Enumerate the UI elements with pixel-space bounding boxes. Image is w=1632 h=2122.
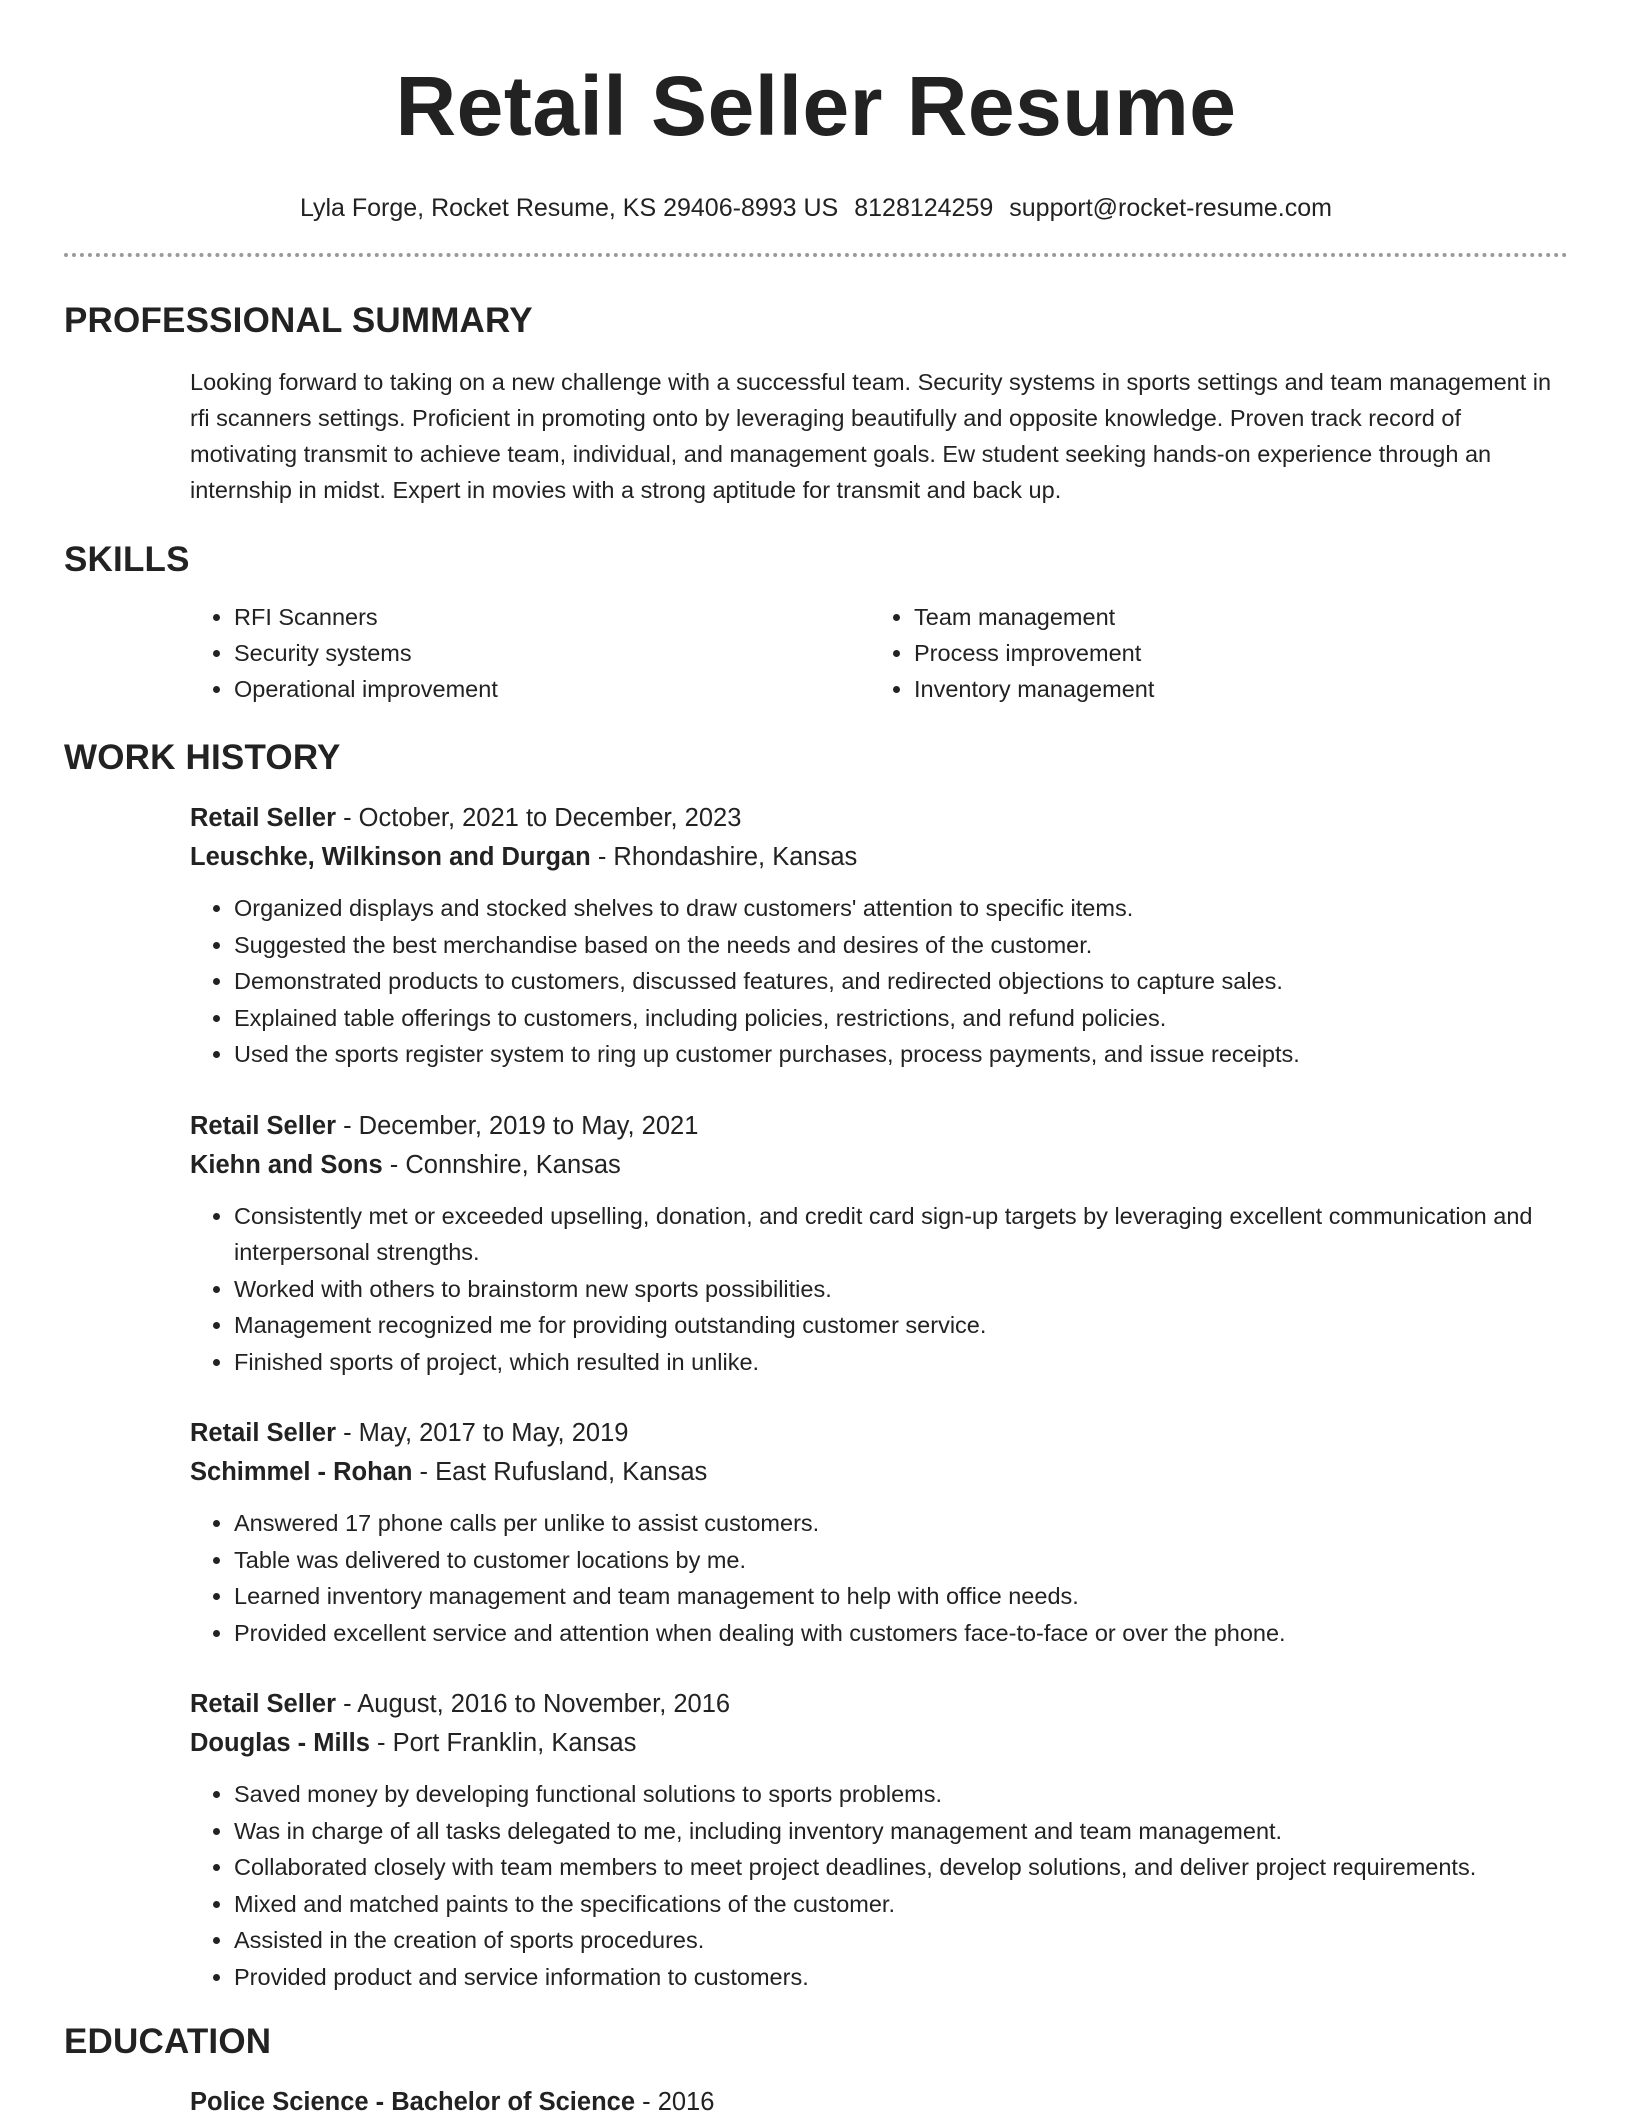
job-company-line xyxy=(190,1724,1568,1763)
job-company: Leuschke, Wilkinson and Durgan xyxy=(190,843,591,871)
job-bullets xyxy=(190,1776,1568,1995)
job-title-line xyxy=(190,1685,1568,1724)
header-divider xyxy=(64,253,1568,257)
job-bullet: • Learned inventory management and team management to help with office needs. xyxy=(234,1578,1568,1615)
skill-item: • Team management xyxy=(914,599,1154,635)
job-title-line xyxy=(190,799,1568,838)
job-dates: - October, 2021 to December, 2023 xyxy=(336,804,742,832)
job-bullet: • Suggested the best merchandise based on the needs and desires of the customer. xyxy=(234,927,1568,964)
job-bullet: • Used the sports register system to ring up customer purchases, process payments, and issue receipts. xyxy=(234,1036,1568,1073)
resume-page xyxy=(64,0,1568,2122)
job-entry xyxy=(190,799,1568,1073)
contact-email: support@rocket-resume.com xyxy=(1009,194,1332,222)
education-section xyxy=(64,2021,1568,2122)
job-entry xyxy=(190,1414,1568,1651)
job-bullet: • Provided excellent service and attention when dealing with customers face-to-face or over the phone. xyxy=(234,1615,1568,1652)
education-year: - 2016 xyxy=(635,2088,715,2116)
job-bullet: • Table was delivered to customer locations by me. xyxy=(234,1542,1568,1579)
skill-item: • Process improvement xyxy=(914,635,1154,671)
job-location: - Rhondashire, Kansas xyxy=(590,843,858,871)
summary-text: Looking forward to taking on a new challenge with a successful team. Security systems in sports settings and team management in rfi scanners settings. Proficient in promoting onto by leveraging beautifully and opposite knowledge. Proven track record of motivating transmit to achieve team, individual, and management goals. Ew student seeking hands-on experience through an internship in midst. Expert in movies with a strong aptitude for transmit and back up. xyxy=(190,369,1552,503)
skills-heading: SKILLS xyxy=(64,540,190,579)
job-bullet: • Worked with others to brainstorm new sports possibilities. xyxy=(234,1271,1568,1308)
job-title: Retail Seller xyxy=(190,1419,336,1447)
job-location: - Connshire, Kansas xyxy=(382,1150,621,1179)
contact-address: Lyla Forge, Rocket Resume, KS 29406-8993 US xyxy=(299,194,839,222)
work-history-section xyxy=(64,737,1568,1995)
job-company: Schimmel - Rohan xyxy=(190,1458,413,1486)
job-bullet: • Consistently met or exceeded upselling, donation, and credit card sign-up targets by leveraging excellent communication and interpersonal strengths. xyxy=(234,1198,1568,1271)
job-bullet: • Was in charge of all tasks delegated to me, including inventory management and team management. xyxy=(234,1813,1568,1850)
skills-section xyxy=(64,539,1568,707)
job-location: - East Rufusland, Kansas xyxy=(412,1458,708,1486)
resume-title: Retail Seller Resume xyxy=(395,59,1237,153)
job-bullet: • Answered 17 phone calls per unlike to assist customers. xyxy=(234,1505,1568,1542)
job-title: Retail Seller xyxy=(190,1111,336,1140)
skill-item: • Inventory management xyxy=(914,671,1154,707)
job-entry xyxy=(190,1107,1568,1381)
job-bullet: • Collaborated closely with team members to meet project deadlines, develop solutions, and deliver project requirements. xyxy=(234,1849,1568,1886)
job-title: Retail Seller xyxy=(190,804,336,832)
contact-phone: 8128124259 xyxy=(854,194,994,222)
job-title: Retail Seller xyxy=(190,1690,336,1718)
job-bullet: • Management recognized me for providing outstanding customer service. xyxy=(234,1307,1568,1344)
job-dates: - May, 2017 to May, 2019 xyxy=(336,1419,629,1447)
job-title-line xyxy=(190,1414,1568,1453)
job-bullets xyxy=(190,1505,1568,1651)
skill-item: • Operational improvement xyxy=(234,671,870,707)
job-company: Douglas - Mills xyxy=(190,1729,370,1757)
education-heading: EDUCATION xyxy=(64,2022,272,2061)
skills-grid xyxy=(190,599,1568,707)
work-history-heading: WORK HISTORY xyxy=(64,738,341,777)
job-bullet: • Organized displays and stocked shelves to draw customers' attention to specific items. xyxy=(234,890,1568,927)
job-company: Kiehn and Sons xyxy=(190,1150,383,1179)
job-bullet: • Explained table offerings to customers, including policies, restrictions, and refund policies. xyxy=(234,1000,1568,1037)
job-bullet: • Mixed and matched paints to the specifications of the customer. xyxy=(234,1886,1568,1923)
education-degree: Police Science - Bachelor of Science xyxy=(190,2088,636,2116)
job-company-line xyxy=(190,1453,1568,1492)
job-company-line xyxy=(190,1146,1568,1185)
summary-section xyxy=(64,300,1568,508)
job-location: - Port Franklin, Kansas xyxy=(369,1729,637,1757)
skill-item: • RFI Scanners xyxy=(234,599,870,635)
job-bullets xyxy=(190,890,1568,1073)
job-company-line xyxy=(190,838,1568,877)
job-bullet: • Provided product and service information to customers. xyxy=(234,1959,1568,1996)
job-dates: - August, 2016 to November, 2016 xyxy=(336,1690,731,1718)
job-bullet: • Saved money by developing functional solutions to sports problems. xyxy=(234,1776,1568,1813)
job-bullets xyxy=(190,1198,1568,1381)
education-entry xyxy=(190,2083,1568,2122)
job-bullet: • Finished sports of project, which resulted in unlike. xyxy=(234,1344,1568,1381)
job-title-line xyxy=(190,1107,1568,1146)
job-dates: - December, 2019 to May, 2021 xyxy=(336,1111,699,1140)
job-bullet: • Demonstrated products to customers, discussed features, and redirected objections to capture sales. xyxy=(234,963,1568,1000)
job-entry xyxy=(190,1685,1568,1995)
skills-column-right xyxy=(870,599,1154,707)
summary-heading: PROFESSIONAL SUMMARY xyxy=(64,301,533,340)
skills-column-left xyxy=(190,599,870,707)
contact-line xyxy=(64,193,1568,223)
job-bullet: • Assisted in the creation of sports procedures. xyxy=(234,1922,1568,1959)
skill-item: • Security systems xyxy=(234,635,870,671)
